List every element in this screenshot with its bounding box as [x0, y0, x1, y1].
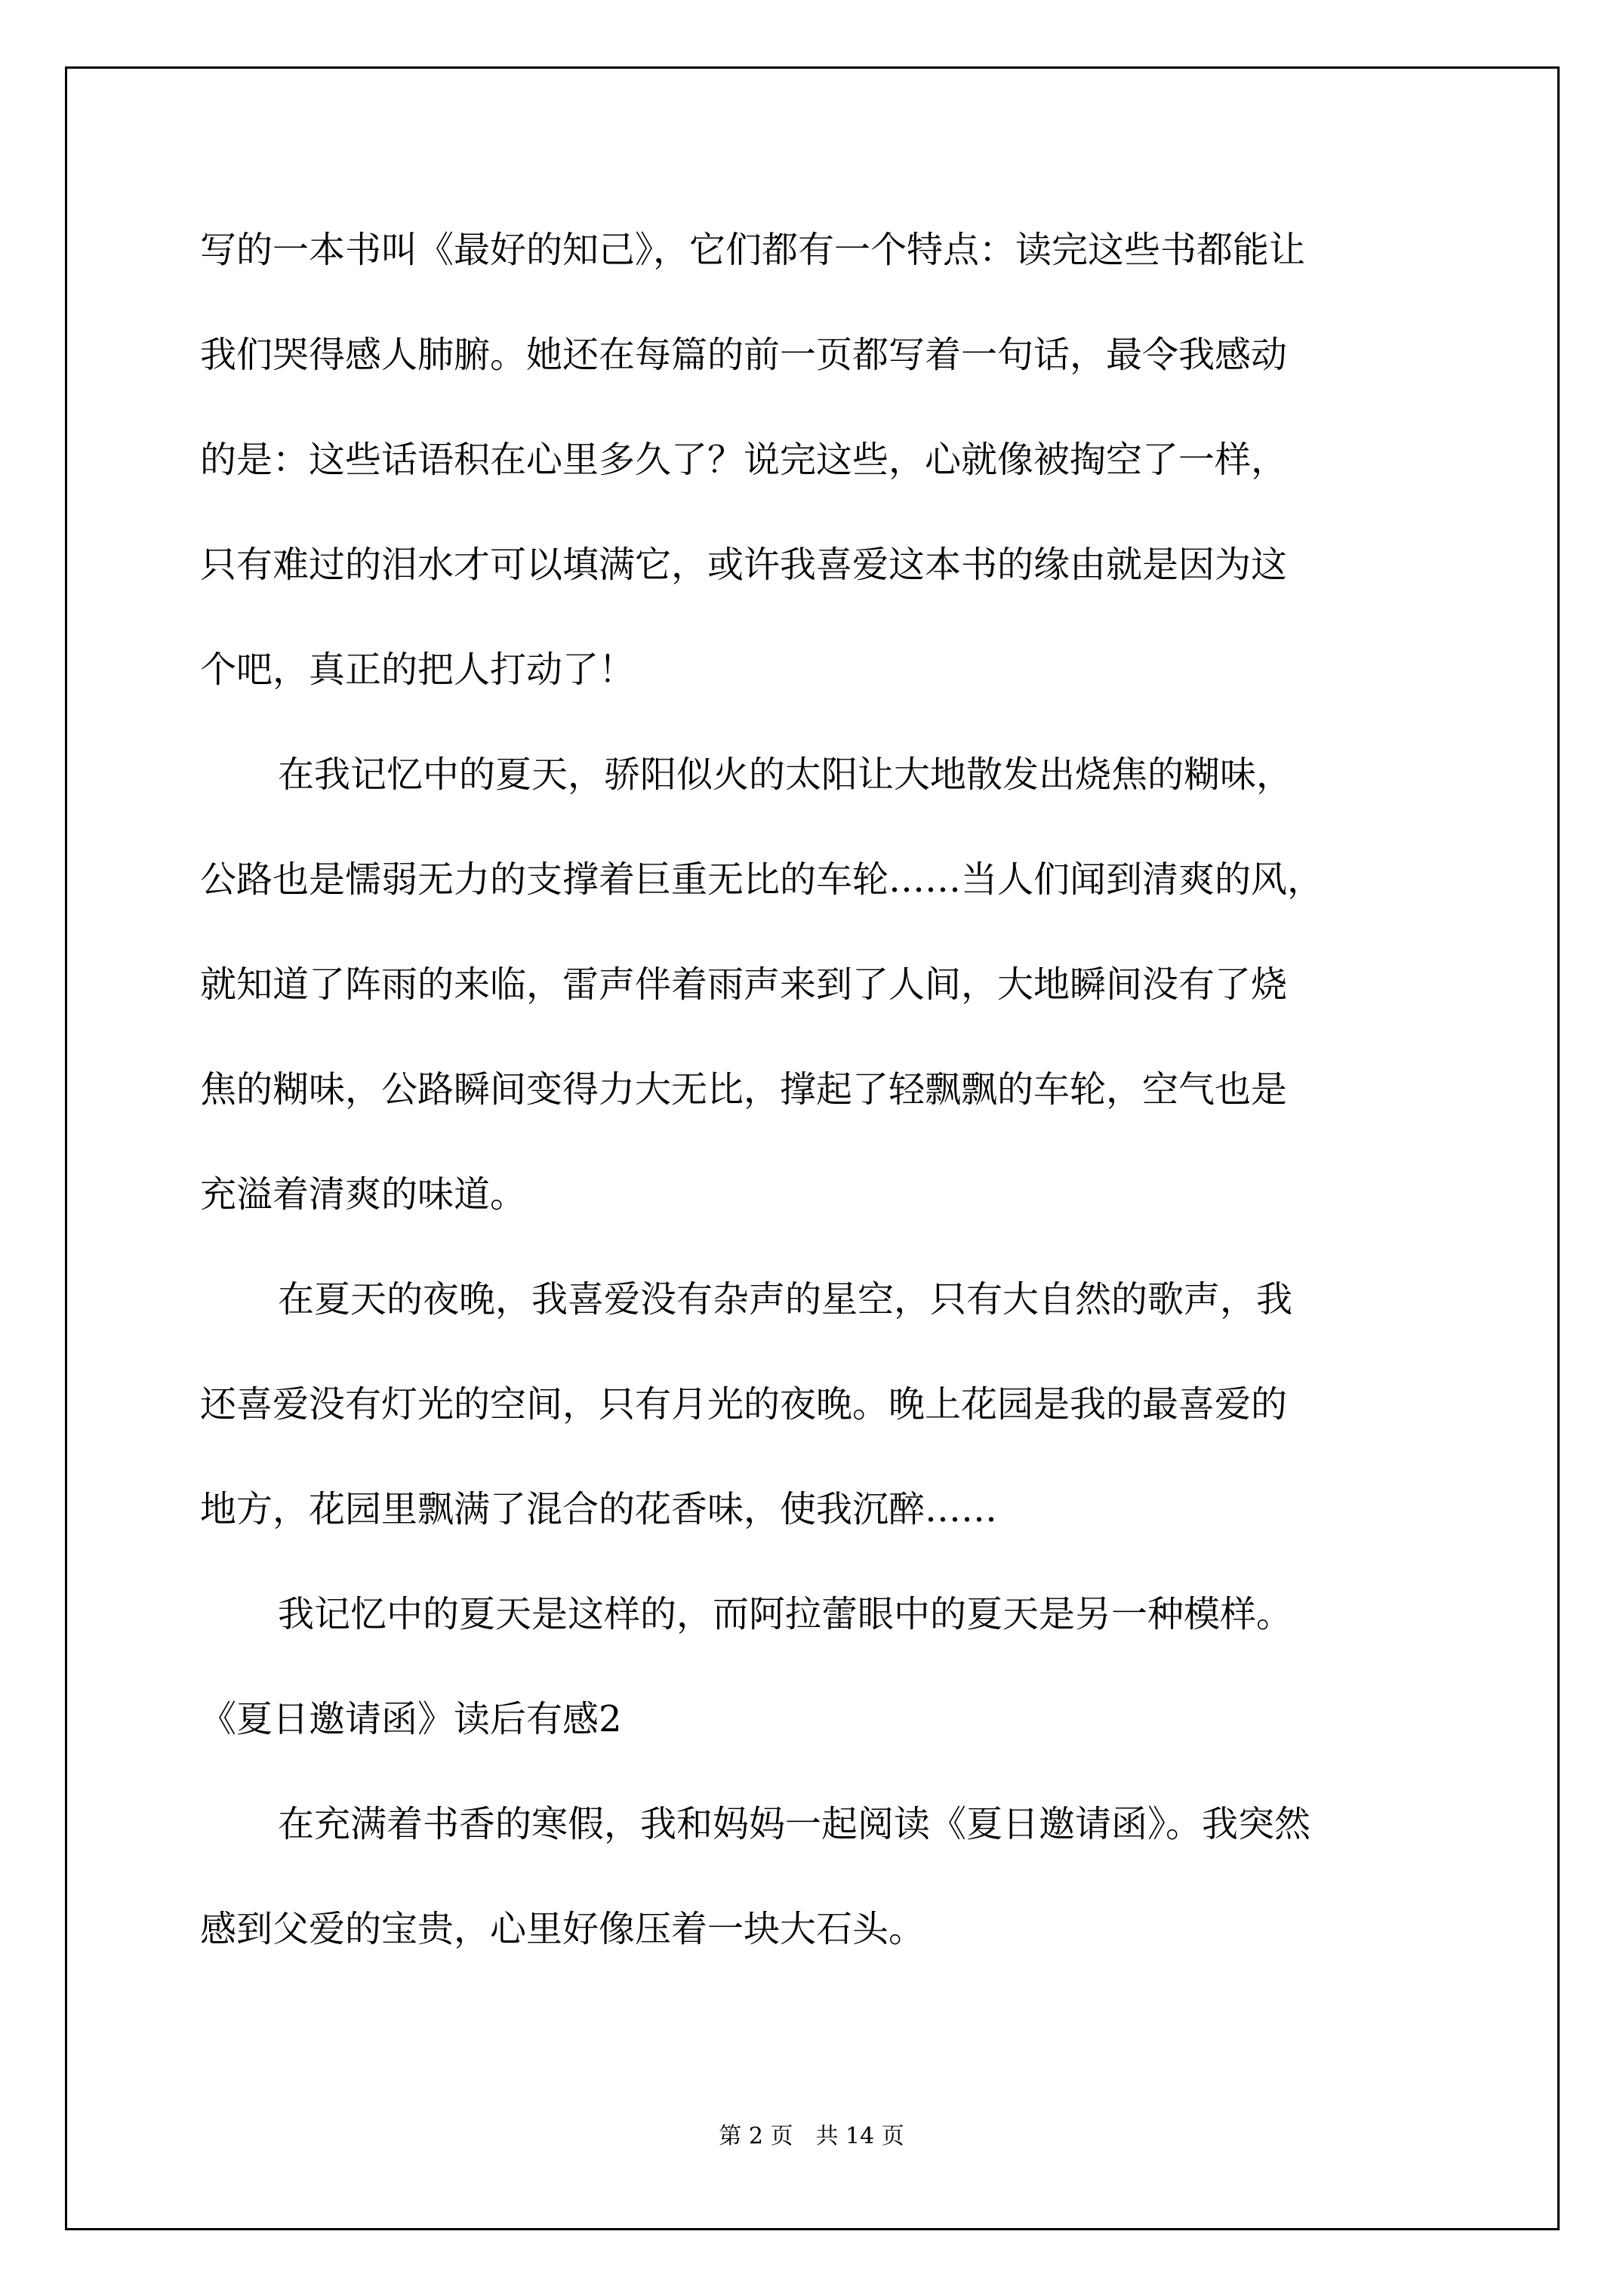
text-line: 地方，花园里飘满了混合的花香味，使我沉醉…… — [200, 1488, 998, 1530]
text-line: 焦的糊味，公路瞬间变得力大无比，撑起了轻飘飘的车轮，空气也是 — [200, 1068, 1288, 1111]
page-number: 第 2 页 共 14 页 — [719, 2123, 904, 2150]
section-heading: 《夏日邀请函》读后有感2 — [200, 1698, 622, 1740]
text-line: 写的一本书叫《最好的知己》，它们都有一个特点：读完这些书都能让 — [200, 229, 1306, 271]
text-line: 还喜爱没有灯光的空间，只有月光的夜晚。晚上花园是我的最喜爱的 — [200, 1383, 1288, 1425]
text-line: 只有难过的泪水才可以填满它，或许我喜爱这本书的缘由就是因为这 — [200, 544, 1288, 586]
text-line: 感到父爱的宝贵，心里好像压着一块大石头。 — [200, 1908, 925, 1950]
text-line: 我记忆中的夏天是这样的，而阿拉蕾眼中的夏天是另一种模样。 — [278, 1593, 1293, 1635]
text-line: 的是：这些话语积在心里多久了？说完这些，心就像被掏空了一样， — [200, 439, 1288, 481]
text-line: 在夏天的夜晚，我喜爱没有杂声的星空，只有大自然的歌声，我 — [278, 1278, 1293, 1321]
text-line: 充溢着清爽的味道。 — [200, 1173, 527, 1216]
text-line: 公路也是懦弱无力的支撑着巨重无比的车轮……当人们闻到清爽的风， — [200, 858, 1324, 901]
text-line: 在我记忆中的夏天，骄阳似火的太阳让大地散发出烧焦的糊味， — [278, 754, 1293, 796]
text-line: 就知道了阵雨的来临，雷声伴着雨声来到了人间，大地瞬间没有了烧 — [200, 963, 1288, 1006]
text-line: 我们哭得感人肺腑。她还在每篇的前一页都写着一句话，最令我感动 — [200, 334, 1288, 376]
text-line: 个吧，真正的把人打动了！ — [200, 649, 636, 691]
text-line: 在充满着书香的寒假，我和妈妈一起阅读《夏日邀请函》。我突然 — [278, 1803, 1311, 1845]
